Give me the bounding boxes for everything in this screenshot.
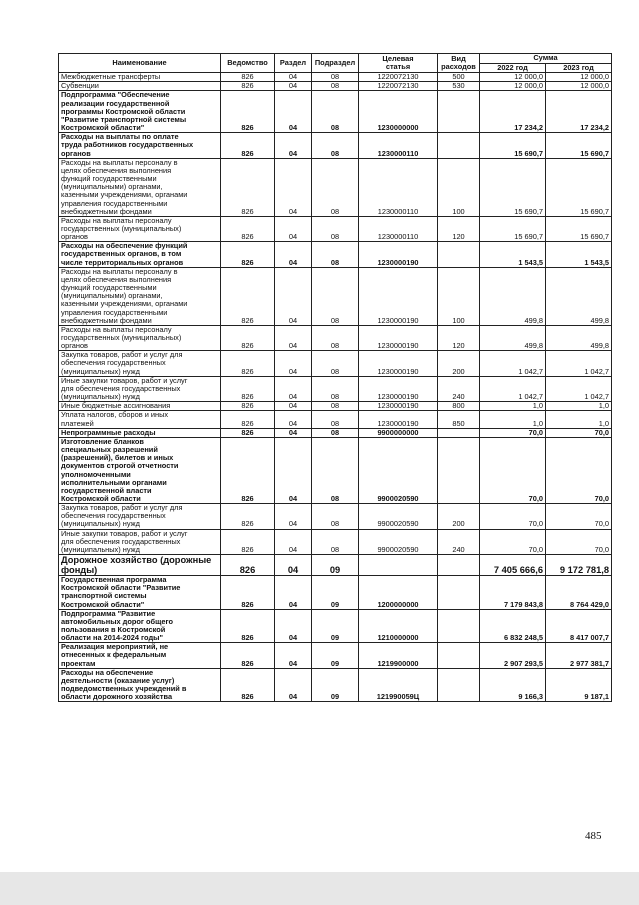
row-podrazdel: 08 xyxy=(312,73,359,82)
row-podrazdel: 09 xyxy=(312,668,359,702)
table-row xyxy=(59,576,612,610)
row-podrazdel: 08 xyxy=(312,529,359,554)
row-sum-2022: 9 166,3 xyxy=(480,668,546,702)
row-sum-2022: 1,0 xyxy=(480,411,546,428)
row-podrazdel: 08 xyxy=(312,402,359,411)
row-name: Расходы на выплаты персоналу в целях обеспечения выполнения функций государственными (муниципальными) органами, казенными учреждениями, органами управления государственными внебюджетными фондами xyxy=(59,158,221,216)
row-target: 1230000190 xyxy=(359,376,438,401)
row-sum-2023: 17 234,2 xyxy=(546,91,612,133)
row-sum-2023: 2 977 381,7 xyxy=(546,643,612,668)
row-sum-2022: 70,0 xyxy=(480,504,546,529)
row-sum-2023: 9 187,1 xyxy=(546,668,612,702)
row-target: 1220072130 xyxy=(359,82,438,91)
row-vid: 800 xyxy=(438,402,480,411)
table-row xyxy=(59,158,612,216)
col-header-name: Наименование xyxy=(59,54,221,73)
row-podrazdel: 08 xyxy=(312,216,359,241)
row-target: 1230000000 xyxy=(359,91,438,133)
row-sum-2023: 1 543,5 xyxy=(546,242,612,267)
table-row xyxy=(59,267,612,325)
col-header-podrazdel: Подраздел xyxy=(312,54,359,73)
row-name: Подпрограмма "Развитие автомобильных дорог общего пользования в Костромской области на 2014-2024 годы" xyxy=(59,609,221,643)
row-sum-2022: 15 690,7 xyxy=(480,133,546,158)
scan-bottom-margin xyxy=(0,872,639,905)
row-name: Изготовление бланков специальных разрешений (разрешений), билетов и иных документов строгой отчетности уполномоченными исполнительными органами государственной власти Костромской области xyxy=(59,437,221,503)
table-row xyxy=(59,555,612,576)
row-vedomstvo: 826 xyxy=(221,643,275,668)
row-target: 9900020590 xyxy=(359,529,438,554)
table-row xyxy=(59,376,612,401)
row-name: Дорожное хозяйство (дорожные фонды) xyxy=(59,555,221,576)
row-vedomstvo: 826 xyxy=(221,82,275,91)
row-vedomstvo: 826 xyxy=(221,73,275,82)
row-name: Расходы на выплаты персоналу государственных (муниципальных) органов xyxy=(59,216,221,241)
row-razdel: 04 xyxy=(275,428,312,437)
row-name: Закупка товаров, работ и услуг для обеспечения государственных (муниципальных) нужд xyxy=(59,504,221,529)
col-header-summa: Сумма xyxy=(480,54,612,64)
row-sum-2022: 17 234,2 xyxy=(480,91,546,133)
row-vedomstvo: 826 xyxy=(221,325,275,350)
table-row xyxy=(59,82,612,91)
row-razdel: 04 xyxy=(275,437,312,503)
row-vid: 100 xyxy=(438,267,480,325)
table-row xyxy=(59,91,612,133)
row-target: 1219900000 xyxy=(359,643,438,668)
row-sum-2022: 70,0 xyxy=(480,437,546,503)
row-vedomstvo: 826 xyxy=(221,504,275,529)
row-vid xyxy=(438,668,480,702)
row-vid xyxy=(438,643,480,668)
row-podrazdel: 08 xyxy=(312,82,359,91)
row-target: 9900000000 xyxy=(359,428,438,437)
row-sum-2022: 70,0 xyxy=(480,529,546,554)
row-podrazdel: 08 xyxy=(312,504,359,529)
row-sum-2022: 70,0 xyxy=(480,428,546,437)
row-target: 121990059Ц xyxy=(359,668,438,702)
row-vid xyxy=(438,437,480,503)
row-razdel: 04 xyxy=(275,402,312,411)
row-name: Расходы на выплаты персоналу в целях обеспечения выполнения функций государственными (муниципальными) органами, казенными учреждениями, органами управления государственными внебюджетными фондами xyxy=(59,267,221,325)
row-sum-2023: 15 690,7 xyxy=(546,158,612,216)
row-sum-2022: 499,8 xyxy=(480,325,546,350)
row-sum-2022: 15 690,7 xyxy=(480,158,546,216)
row-vid xyxy=(438,133,480,158)
row-name: Субвенции xyxy=(59,82,221,91)
row-sum-2022: 6 832 248,5 xyxy=(480,609,546,643)
table-row xyxy=(59,668,612,702)
table-row xyxy=(59,325,612,350)
row-vid: 530 xyxy=(438,82,480,91)
row-razdel: 04 xyxy=(275,576,312,610)
table-row xyxy=(59,133,612,158)
row-podrazdel: 08 xyxy=(312,91,359,133)
table-row xyxy=(59,216,612,241)
row-razdel: 04 xyxy=(275,325,312,350)
col-header-2022: 2022 год xyxy=(480,64,546,73)
row-sum-2023: 12 000,0 xyxy=(546,73,612,82)
row-podrazdel: 08 xyxy=(312,428,359,437)
row-name: Иные закупки товаров, работ и услуг для обеспечения государственных (муниципальных) нужд xyxy=(59,376,221,401)
row-name: Подпрограмма "Обеспечение реализации государственной программы Костромской области "Развитие транспортной системы Костромской области" xyxy=(59,91,221,133)
row-sum-2022: 1 042,7 xyxy=(480,376,546,401)
row-sum-2023: 1,0 xyxy=(546,402,612,411)
row-podrazdel: 09 xyxy=(312,576,359,610)
row-sum-2023: 9 172 781,8 xyxy=(546,555,612,576)
row-sum-2023: 8 764 429,0 xyxy=(546,576,612,610)
table-row xyxy=(59,437,612,503)
row-vid: 100 xyxy=(438,158,480,216)
row-vid xyxy=(438,428,480,437)
table-body xyxy=(59,73,612,702)
table-row xyxy=(59,529,612,554)
row-vedomstvo: 826 xyxy=(221,216,275,241)
row-name: Расходы на выплаты персоналу государственных (муниципальных) органов xyxy=(59,325,221,350)
row-name: Непрограммные расходы xyxy=(59,428,221,437)
row-target xyxy=(359,555,438,576)
row-sum-2023: 70,0 xyxy=(546,428,612,437)
row-podrazdel: 08 xyxy=(312,437,359,503)
row-vedomstvo: 826 xyxy=(221,576,275,610)
row-vid: 120 xyxy=(438,325,480,350)
table-header xyxy=(59,54,612,73)
row-razdel: 04 xyxy=(275,158,312,216)
row-vedomstvo: 826 xyxy=(221,91,275,133)
table-row xyxy=(59,73,612,82)
row-target: 1230000190 xyxy=(359,402,438,411)
row-vid xyxy=(438,555,480,576)
row-target: 9900020590 xyxy=(359,504,438,529)
page-number: 485 xyxy=(585,830,602,842)
row-razdel: 04 xyxy=(275,504,312,529)
row-sum-2023: 15 690,7 xyxy=(546,216,612,241)
row-sum-2022: 15 690,7 xyxy=(480,216,546,241)
row-sum-2023: 12 000,0 xyxy=(546,82,612,91)
row-sum-2022: 1 042,7 xyxy=(480,351,546,376)
row-vedomstvo: 826 xyxy=(221,267,275,325)
table-row xyxy=(59,428,612,437)
row-sum-2022: 1 543,5 xyxy=(480,242,546,267)
row-vedomstvo: 826 xyxy=(221,158,275,216)
row-vedomstvo: 826 xyxy=(221,351,275,376)
row-vid xyxy=(438,91,480,133)
budget-table xyxy=(58,53,612,702)
row-podrazdel: 09 xyxy=(312,555,359,576)
row-podrazdel: 08 xyxy=(312,376,359,401)
row-name: Закупка товаров, работ и услуг для обеспечения государственных (муниципальных) нужд xyxy=(59,351,221,376)
row-sum-2023: 1 042,7 xyxy=(546,351,612,376)
row-sum-2023: 70,0 xyxy=(546,529,612,554)
row-target: 1210000000 xyxy=(359,609,438,643)
row-vedomstvo: 826 xyxy=(221,376,275,401)
row-razdel: 04 xyxy=(275,376,312,401)
row-podrazdel: 08 xyxy=(312,325,359,350)
row-vedomstvo: 826 xyxy=(221,133,275,158)
col-header-target: Целевая статья xyxy=(359,54,438,73)
row-target: 1230000190 xyxy=(359,242,438,267)
row-target: 1230000110 xyxy=(359,158,438,216)
row-name: Межбюджетные трансферты xyxy=(59,73,221,82)
row-name: Уплата налогов, сборов и иных платежей xyxy=(59,411,221,428)
row-razdel: 04 xyxy=(275,411,312,428)
row-sum-2022: 7 179 843,8 xyxy=(480,576,546,610)
row-podrazdel: 08 xyxy=(312,411,359,428)
row-vid: 120 xyxy=(438,216,480,241)
row-podrazdel: 08 xyxy=(312,158,359,216)
row-vedomstvo: 826 xyxy=(221,668,275,702)
row-razdel: 04 xyxy=(275,91,312,133)
row-sum-2023: 1,0 xyxy=(546,411,612,428)
row-sum-2023: 70,0 xyxy=(546,504,612,529)
row-sum-2023: 499,8 xyxy=(546,325,612,350)
row-target: 1230000190 xyxy=(359,351,438,376)
row-name: Расходы на обеспечение функций государственных органов, в том числе территориальных органов xyxy=(59,242,221,267)
row-vid xyxy=(438,576,480,610)
row-vedomstvo: 826 xyxy=(221,242,275,267)
row-vedomstvo: 826 xyxy=(221,402,275,411)
row-razdel: 04 xyxy=(275,216,312,241)
table-row xyxy=(59,643,612,668)
row-razdel: 04 xyxy=(275,73,312,82)
row-target: 1230000110 xyxy=(359,216,438,241)
row-podrazdel: 09 xyxy=(312,643,359,668)
table-row xyxy=(59,504,612,529)
row-vedomstvo: 826 xyxy=(221,529,275,554)
row-vid: 850 xyxy=(438,411,480,428)
row-vid: 240 xyxy=(438,376,480,401)
table-row xyxy=(59,242,612,267)
row-target: 9900020590 xyxy=(359,437,438,503)
row-name: Иные закупки товаров, работ и услуг для обеспечения государственных (муниципальных) нужд xyxy=(59,529,221,554)
row-sum-2022: 2 907 293,5 xyxy=(480,643,546,668)
row-sum-2022: 1,0 xyxy=(480,402,546,411)
row-razdel: 04 xyxy=(275,351,312,376)
row-podrazdel: 08 xyxy=(312,351,359,376)
table-row xyxy=(59,351,612,376)
row-vid xyxy=(438,242,480,267)
col-header-vid: Вид расходов xyxy=(438,54,480,73)
row-razdel: 04 xyxy=(275,529,312,554)
row-razdel: 04 xyxy=(275,267,312,325)
col-header-2023: 2023 год xyxy=(546,64,612,73)
row-sum-2022: 12 000,0 xyxy=(480,82,546,91)
col-header-vedomstvo: Ведомство xyxy=(221,54,275,73)
row-vedomstvo: 826 xyxy=(221,411,275,428)
row-sum-2022: 12 000,0 xyxy=(480,73,546,82)
col-header-razdel: Раздел xyxy=(275,54,312,73)
row-razdel: 04 xyxy=(275,555,312,576)
row-sum-2022: 499,8 xyxy=(480,267,546,325)
table-row xyxy=(59,402,612,411)
row-razdel: 04 xyxy=(275,609,312,643)
row-razdel: 04 xyxy=(275,242,312,267)
row-target: 1230000190 xyxy=(359,325,438,350)
row-vedomstvo: 826 xyxy=(221,428,275,437)
row-name: Расходы на обеспечение деятельности (оказание услуг) подведомственных учреждений в области дорожного хозяйства xyxy=(59,668,221,702)
row-sum-2022: 7 405 666,6 xyxy=(480,555,546,576)
row-vid: 200 xyxy=(438,351,480,376)
row-name: Расходы на выплаты по оплате труда работников государственных органов xyxy=(59,133,221,158)
row-sum-2023: 8 417 007,7 xyxy=(546,609,612,643)
row-vedomstvo: 826 xyxy=(221,609,275,643)
row-target: 1220072130 xyxy=(359,73,438,82)
row-podrazdel: 09 xyxy=(312,609,359,643)
row-razdel: 04 xyxy=(275,668,312,702)
row-razdel: 04 xyxy=(275,82,312,91)
row-sum-2023: 1 042,7 xyxy=(546,376,612,401)
row-target: 1230000190 xyxy=(359,267,438,325)
row-sum-2023: 499,8 xyxy=(546,267,612,325)
row-vedomstvo: 826 xyxy=(221,437,275,503)
row-name: Иные бюджетные ассигнования xyxy=(59,402,221,411)
row-podrazdel: 08 xyxy=(312,242,359,267)
table-row xyxy=(59,411,612,428)
row-target: 1230000110 xyxy=(359,133,438,158)
row-podrazdel: 08 xyxy=(312,133,359,158)
row-razdel: 04 xyxy=(275,133,312,158)
table-row xyxy=(59,609,612,643)
row-target: 1200000000 xyxy=(359,576,438,610)
row-target: 1230000190 xyxy=(359,411,438,428)
row-razdel: 04 xyxy=(275,643,312,668)
row-vid: 200 xyxy=(438,504,480,529)
row-vid xyxy=(438,609,480,643)
row-vid: 500 xyxy=(438,73,480,82)
row-vedomstvo: 826 xyxy=(221,555,275,576)
row-podrazdel: 08 xyxy=(312,267,359,325)
row-name: Государственная программа Костромской области "Развитие транспортной системы Костромской области" xyxy=(59,576,221,610)
row-vid: 240 xyxy=(438,529,480,554)
row-sum-2023: 70,0 xyxy=(546,437,612,503)
row-name: Реализация мероприятий, не отнесенных к федеральным проектам xyxy=(59,643,221,668)
row-sum-2023: 15 690,7 xyxy=(546,133,612,158)
